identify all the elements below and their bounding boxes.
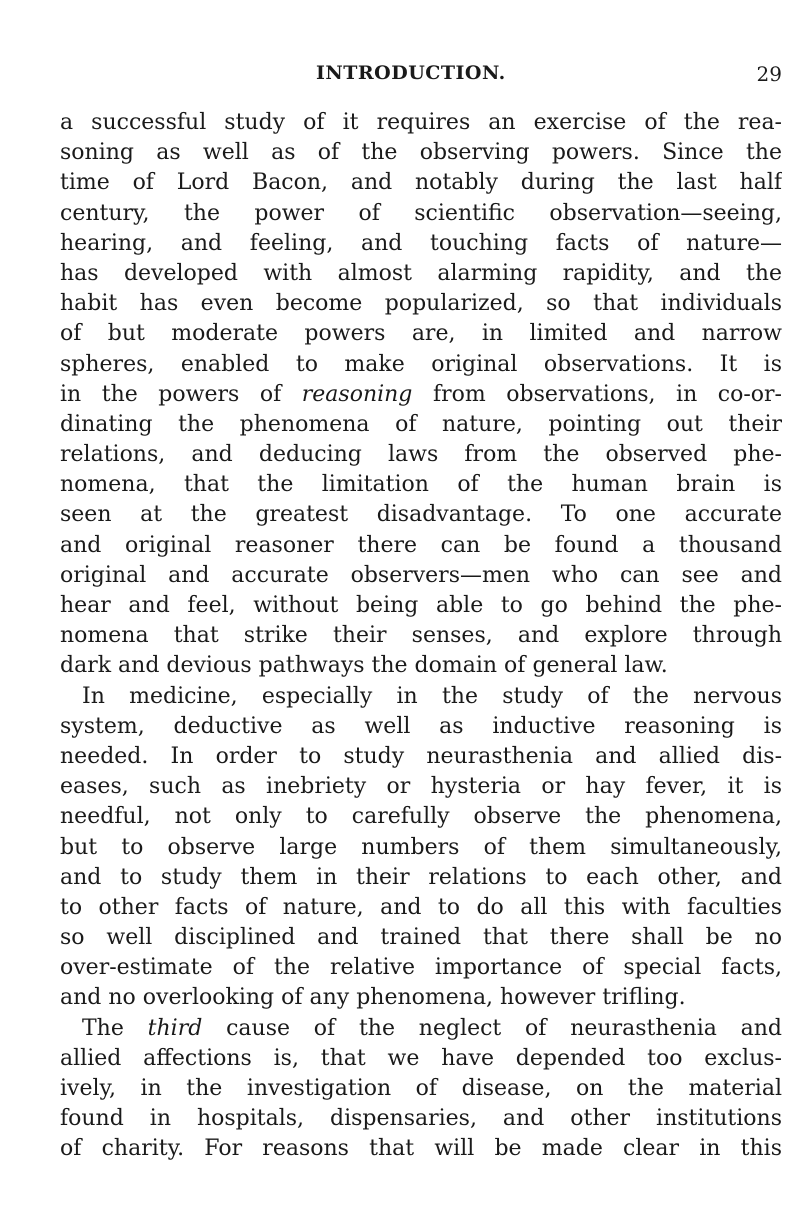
text-segment: in the powers of bbox=[60, 381, 302, 407]
text-line: nomena, that the limitation of the human brain is bbox=[60, 472, 782, 498]
text-line: dinating the phenomena of nature, pointing out their bbox=[60, 411, 782, 437]
text-line: but to observe large numbers of them simultaneously, bbox=[60, 834, 782, 860]
text-line: original and accurate observers—men who can see and bbox=[60, 562, 782, 588]
text-line: over-estimate of the relative importance of special facts, bbox=[60, 955, 782, 981]
running-head bbox=[60, 62, 782, 88]
text-line: to other facts of nature, and to do all this with faculties bbox=[60, 894, 782, 920]
text-line: ively, in the investigation of disease, on the material bbox=[60, 1076, 782, 1101]
body-text bbox=[60, 108, 782, 1165]
text-line: time of Lord Bacon, and notably during the last half bbox=[60, 170, 782, 196]
text-line: hear and feel, without being able to go behind the phe- bbox=[60, 593, 782, 618]
text-line: eases, such as inebriety or hysteria or hay fever, it is bbox=[60, 774, 782, 800]
text-line: soning as well as of the observing powers. Since the bbox=[60, 140, 782, 166]
text-line: allied affections is, that we have depended too exclus- bbox=[60, 1045, 782, 1071]
text-line: a successful study of it requires an exercise of the rea- bbox=[60, 110, 782, 135]
text-line: has developed with almost alarming rapidity, and the bbox=[60, 260, 782, 286]
text-line: nomena that strike their senses, and explore through bbox=[60, 623, 782, 649]
text-line: of but moderate powers are, in limited and narrow bbox=[60, 321, 782, 347]
text-line: and no overlooking of any phenomena, however trifling. bbox=[60, 985, 686, 1011]
text-line: found in hospitals, dispensaries, and other institutions bbox=[60, 1106, 782, 1132]
text-segment: cause of the neglect of neurasthenia and bbox=[202, 1015, 782, 1041]
text-line: hearing, and feeling, and touching facts of nature— bbox=[60, 230, 782, 256]
emphasis-third: third bbox=[147, 1015, 203, 1041]
text-line: spheres, enabled to make original observations. It is bbox=[60, 351, 782, 377]
text-line: dark and devious pathways the domain of general law. bbox=[60, 653, 668, 679]
text-line: In medicine, especially in the study of the nervous bbox=[82, 683, 782, 709]
text-line: of charity. For reasons that will be made clear in this bbox=[60, 1136, 782, 1162]
text-line bbox=[60, 380, 782, 410]
text-segment: The bbox=[82, 1015, 148, 1041]
text-line: habit has even become popularized, so that individuals bbox=[60, 291, 782, 317]
text-line: and to study them in their relations to each other, and bbox=[60, 864, 782, 890]
text-line bbox=[60, 1014, 782, 1044]
emphasis-reasoning: reasoning bbox=[301, 381, 413, 407]
text-line: needful, not only to carefully observe the phenomena, bbox=[60, 804, 782, 830]
text-line: relations, and deducing laws from the observed phe- bbox=[60, 442, 782, 468]
text-line: seen at the greatest disadvantage. To one accurate bbox=[60, 502, 782, 528]
text-line: system, deductive as well as inductive reasoning is bbox=[60, 713, 782, 739]
text-line: so well disciplined and trained that there shall be no bbox=[60, 925, 782, 951]
text-line: century, the power of scientific observation—seeing, bbox=[60, 200, 782, 226]
running-title: INTRODUCTION. bbox=[316, 62, 506, 84]
text-line: needed. In order to study neurasthenia and allied dis- bbox=[60, 743, 782, 769]
page-number: 29 bbox=[756, 62, 782, 86]
text-line: and original reasoner there can be found a thousand bbox=[60, 532, 782, 558]
text-segment: from observations, in co-or- bbox=[412, 381, 782, 407]
